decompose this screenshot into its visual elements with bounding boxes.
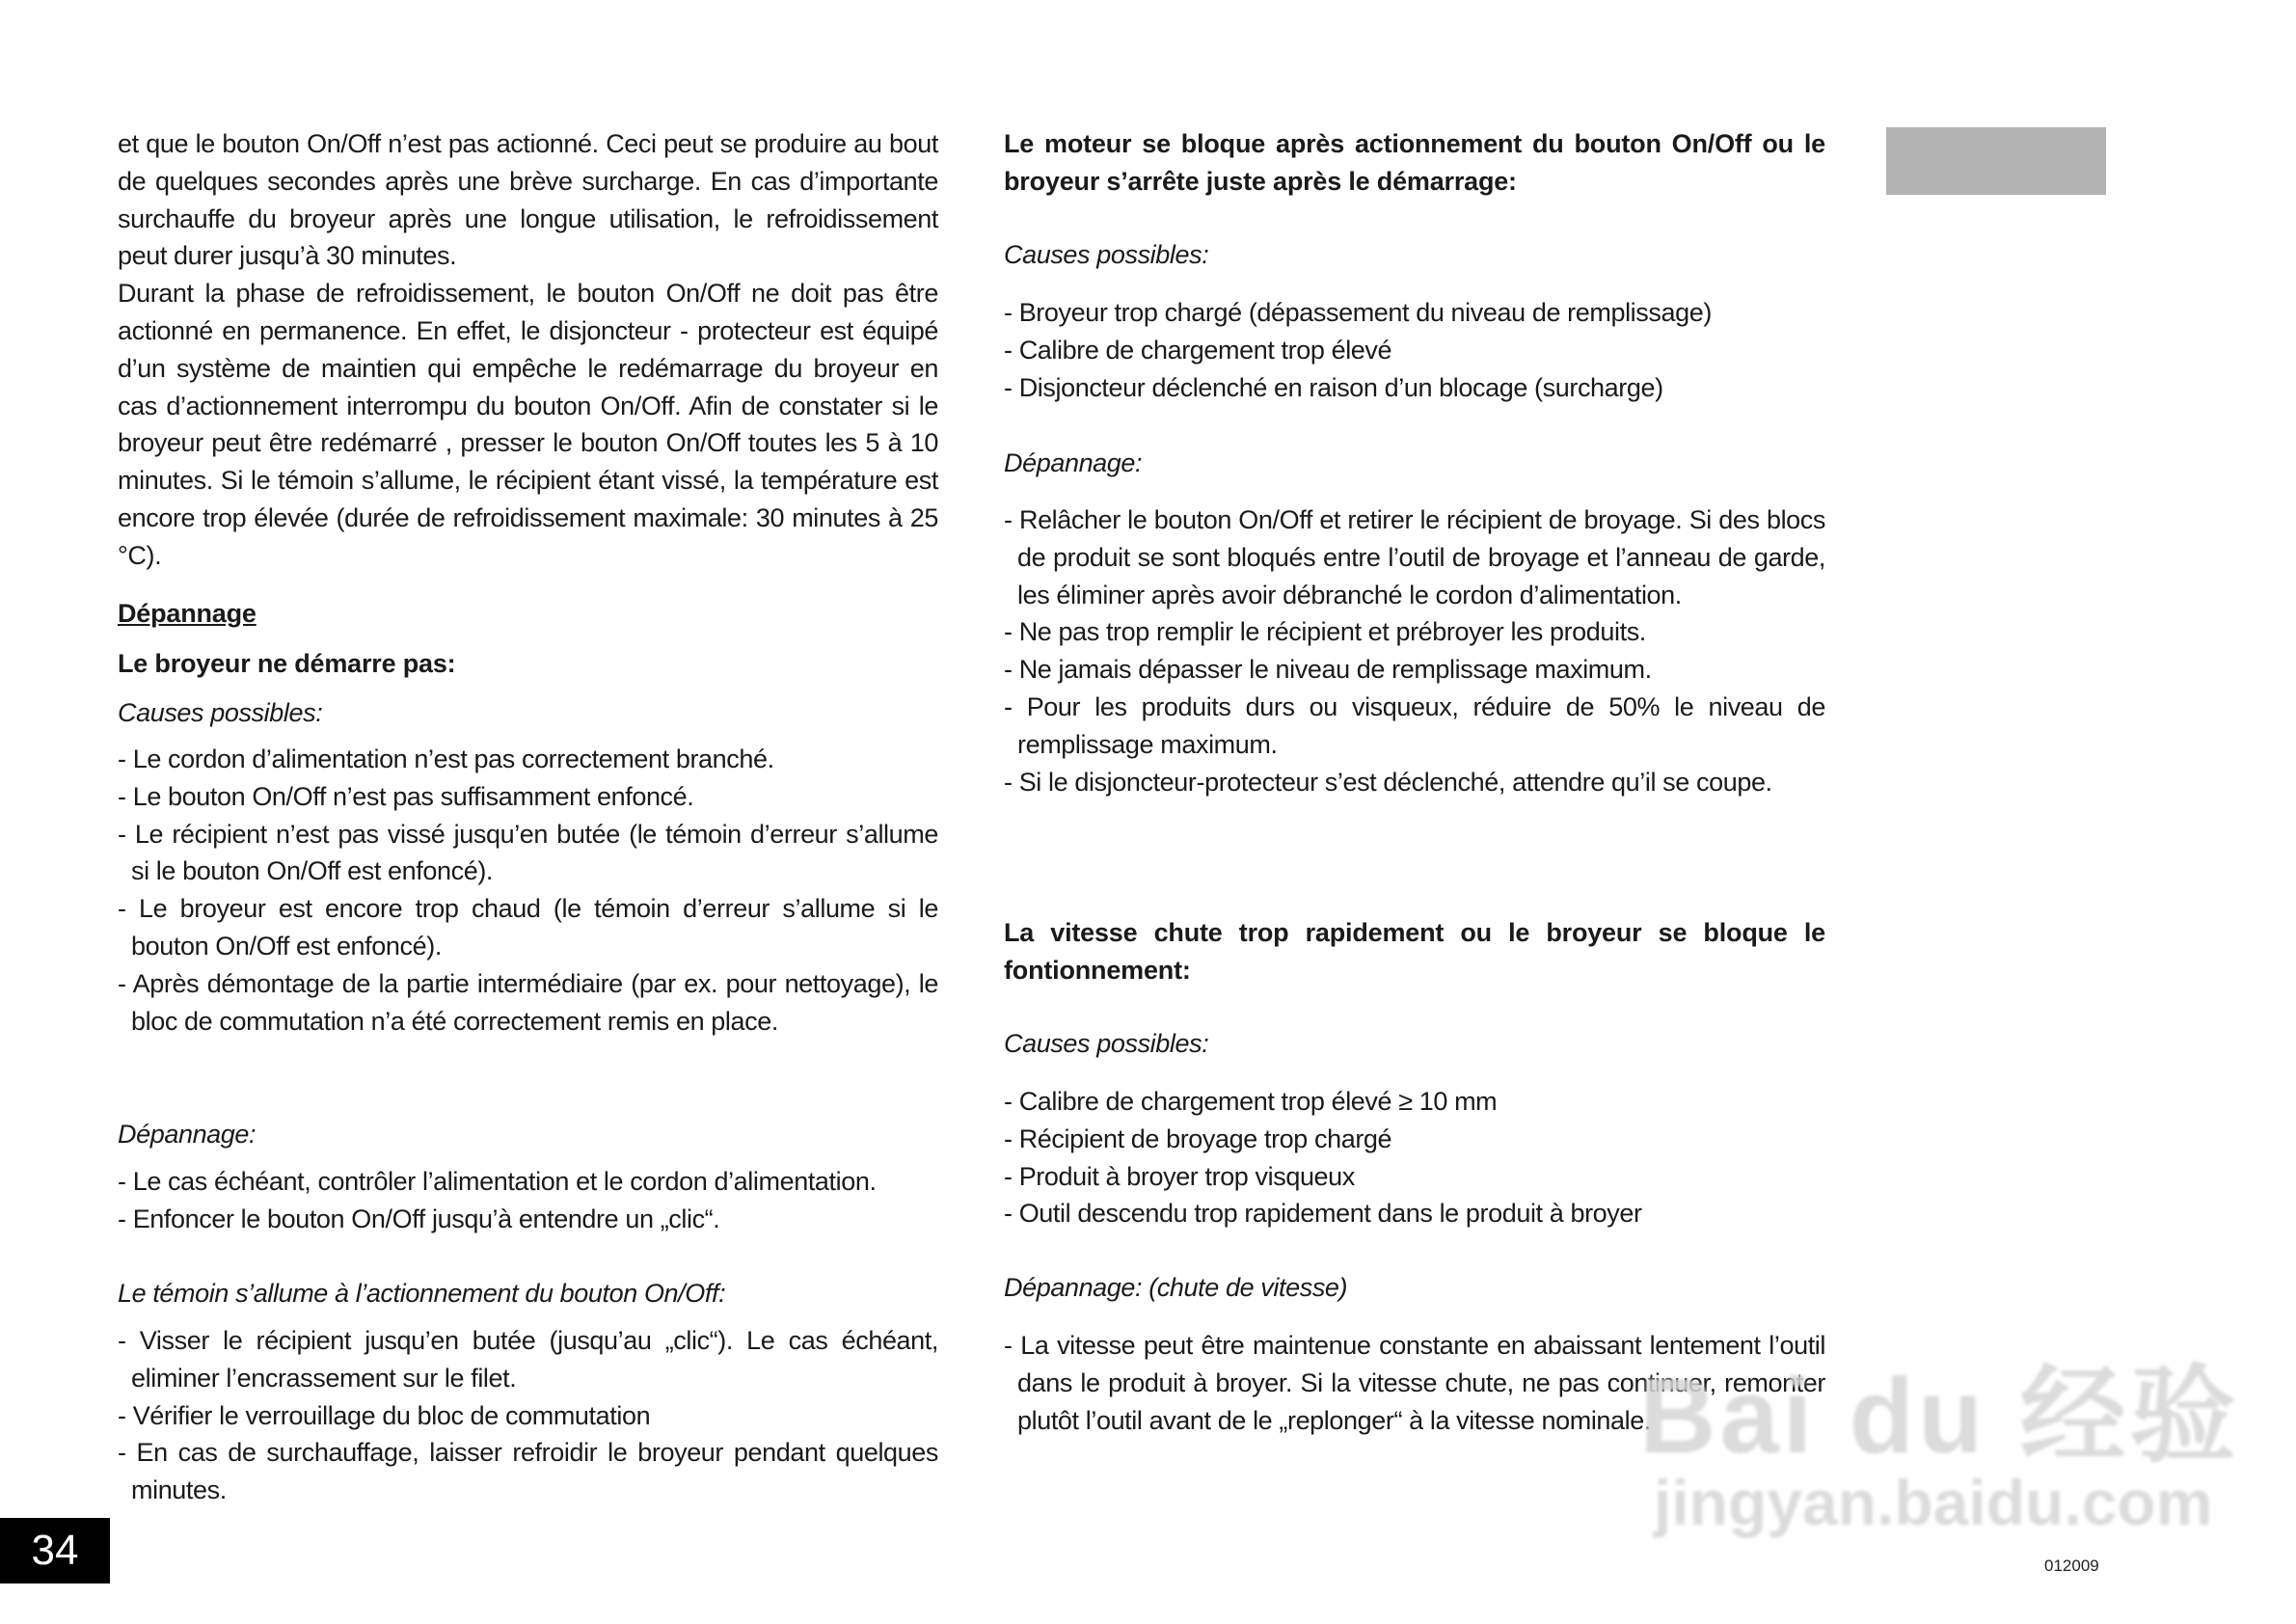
indicator-fix-list [118,1322,938,1509]
list-item: - Disjoncteur déclenché en raison d’un blocage (surcharge) [1004,369,1825,407]
list-item: - Récipient de broyage trop chargé [1004,1121,1825,1158]
footer-code: 012009 [2044,1556,2099,1575]
fix-label: Dépannage: [1004,448,1143,477]
causes-list [118,741,938,1040]
fix-list [1004,501,1825,800]
intro-paragraph-1: et que le bouton On/Off n’est pas actionné. Ceci peut se produire au bout de quelques secondes après une brève surcharge. En cas d’importante surchauffe du broyeur après une longue utilisation, le refroidissement peut durer jusqu’à 30 minutes. [118,129,938,271]
causes-label: Causes possibles: [118,698,323,727]
intro-paragraph-2: Durant la phase de refroidissement, le bouton On/Off ne doit pas être actionné en permanence. En effet, le disjoncteur - protecteur est équipé d’un système de maintien qui empêche le redémarrage du broyeur en cas d’actionnement interrompu du bouton On/Off. Afin de constater si le broyeur peut être redémarré , presser le bouton On/Off toutes les 5 à 10 minutes. Si le témoin s’allume, le récipient étant vissé, la température est encore trop élevée (durée de refroidissement maximale: 30 minutes à 25 °C). [118,279,938,570]
list-item: - Pour les produits durs ou visqueux, réduire de 50% le niveau de remplissage maximum. [1004,689,1825,764]
fix-label: Dépannage: (chute de vitesse) [1004,1273,1348,1302]
list-item: - Visser le récipient jusqu’en butée (jusqu’au „clic“). Le cas échéant, eliminer l’encrassement sur le filet. [118,1322,938,1397]
indicator-label: Le témoin s’allume à l’actionnement du bouton On/Off: [118,1279,726,1308]
fix-list [1004,1327,1825,1439]
list-item: - Produit à broyer trop visqueux [1004,1158,1825,1196]
list-item: - Le broyeur est encore trop chaud (le témoin d’erreur s’allume si le bouton On/Off est enfoncé). [118,890,938,965]
list-item: - Vérifier le verrouillage du bloc de commutation [118,1397,938,1435]
fix-list [118,1163,938,1238]
section-tab-marker [1886,127,2106,195]
list-item: - Outil descendu trop rapidement dans le produit à broyer [1004,1195,1825,1232]
list-item: - Relâcher le bouton On/Off et retirer le récipient de broyage. Si des blocs de produit se sont bloqués entre l’outil de broyage et l’anneau de garde, les éliminer après avoir débranché le cordon d’alimentation. [1004,501,1825,613]
list-item: - Ne jamais dépasser le niveau de remplissage maximum. [1004,651,1825,689]
list-item: - Le bouton On/Off n’est pas suffisamment enfoncé. [118,778,938,816]
intro-text [118,125,938,575]
problem-3-title: La vitesse chute trop rapidement ou le broyeur se bloque le fontionnement: [1004,918,1825,985]
page-number: 34 [0,1518,110,1583]
causes-list [1004,294,1825,406]
list-item: - Calibre de chargement trop élevé [1004,332,1825,369]
list-item: - Si le disjoncteur-protecteur s’est déclenché, attendre qu’il se coupe. [1004,764,1825,801]
watermark-logo: Bai du 经验 [1639,1357,2240,1475]
list-item: - La vitesse peut être maintenue constante en abaissant lentement l’outil dans le produit à broyer. Si la vitesse chute, ne pas continuer, remonter plutôt l’outil avant de le „replonger“ à la vitesse nominale. [1004,1327,1825,1439]
list-item: - Après démontage de la partie intermédiaire (par ex. pour nettoyage), le bloc de commutation n’a été correctement remis en place. [118,965,938,1041]
fix-label: Dépannage: [118,1120,257,1149]
list-item: - Enfoncer le bouton On/Off jusqu’à entendre un „clic“. [118,1201,938,1238]
list-item: - Le récipient n’est pas vissé jusqu’en butée (le témoin d’erreur s’allume si le bouton On/Off est enfoncé). [118,816,938,891]
section-title: Dépannage [118,599,257,628]
causes-label: Causes possibles: [1004,240,1209,269]
causes-list [1004,1083,1825,1232]
problem-1-title: Le broyeur ne démarre pas: [118,649,456,678]
list-item: - En cas de surchauffage, laisser refroidir le broyeur pendant quelques minutes. [118,1434,938,1509]
problem-2-title: Le moteur se bloque après actionnement du bouton On/Off ou le broyeur s’arrête juste après le démarrage: [1004,129,1825,196]
list-item: - Ne pas trop remplir le récipient et prébroyer les produits. [1004,613,1825,651]
list-item: - Le cordon d’alimentation n’est pas correctement branché. [118,741,938,778]
causes-label: Causes possibles: [1004,1029,1209,1058]
watermark-url: jingyan.baidu.com [1654,1467,2213,1538]
list-item: - Calibre de chargement trop élevé ≥ 10 mm [1004,1083,1825,1121]
list-item: - Broyeur trop chargé (dépassement du niveau de remplissage) [1004,294,1825,332]
list-item: - Le cas échéant, contrôler l’alimentation et le cordon d’alimentation. [118,1163,938,1201]
